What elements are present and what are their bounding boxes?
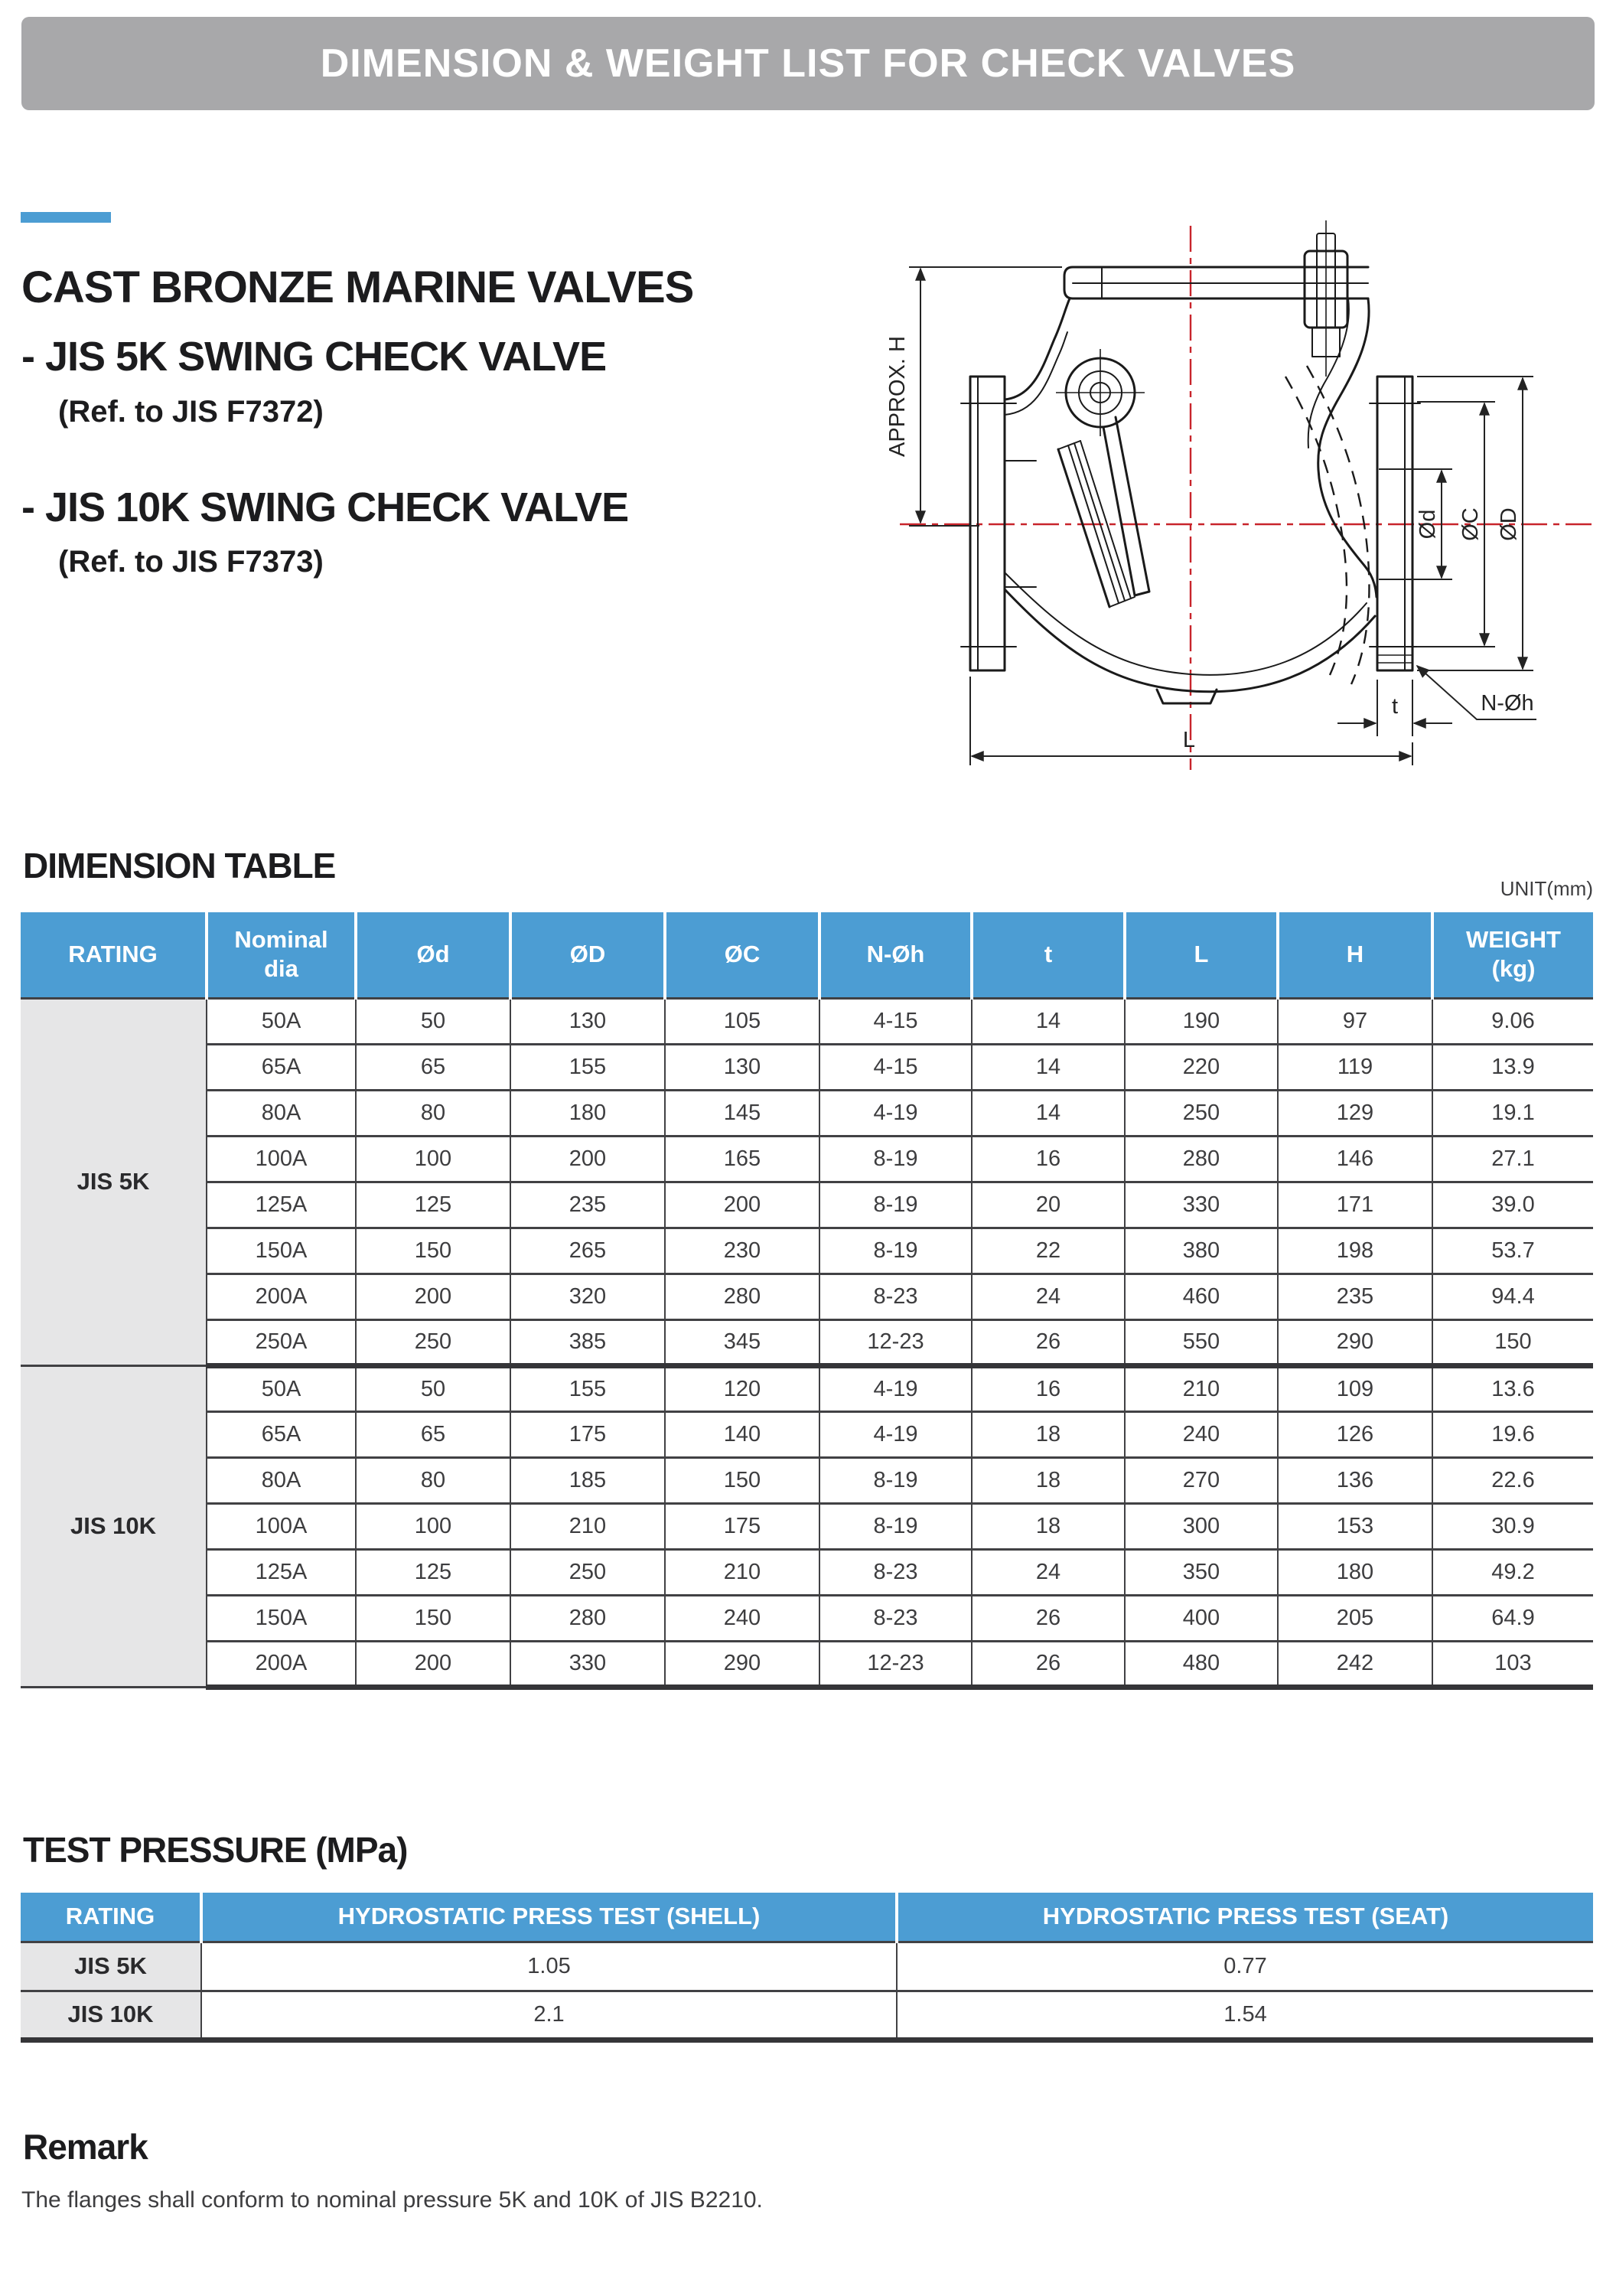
dimension-column-header-9: WEIGHT (kg)	[1432, 912, 1593, 998]
dimension-cell: 210	[665, 1549, 819, 1595]
dimension-cell: 119	[1278, 1044, 1432, 1090]
valve-technical-drawing	[872, 214, 1614, 819]
dimension-cell: 250	[510, 1549, 665, 1595]
dimension-row	[21, 1549, 1593, 1595]
remark-text: The flanges shall conform to nominal pressure 5K and 10K of JIS B2210.	[21, 2187, 763, 2213]
dimension-cell: 125A	[207, 1182, 356, 1228]
dimension-cell: 8-23	[819, 1595, 972, 1641]
dimension-cell: 120	[665, 1365, 819, 1411]
dimension-cell: 198	[1278, 1228, 1432, 1274]
dimension-cell: 210	[510, 1503, 665, 1549]
dimension-cell: 97	[1278, 998, 1432, 1044]
dimension-cell: 4-19	[819, 1365, 972, 1411]
dimension-column-header-3: ØD	[510, 912, 665, 998]
dimension-row	[21, 1411, 1593, 1457]
dimension-cell: 480	[1125, 1641, 1278, 1687]
dimension-cell: 24	[972, 1549, 1125, 1595]
dimension-cell: 4-19	[819, 1090, 972, 1136]
dimension-cell: 155	[510, 1044, 665, 1090]
valve-5k-ref: (Ref. to JIS F7372)	[58, 395, 324, 429]
dimension-column-header-5: N-Øh	[819, 912, 972, 998]
dimension-column-header-1: Nominal dia	[207, 912, 356, 998]
dimension-cell: 125	[356, 1549, 510, 1595]
dimension-cell: 153	[1278, 1503, 1432, 1549]
shell-test-value: 1.05	[201, 1942, 897, 1991]
dimension-cell: 242	[1278, 1641, 1432, 1687]
dimension-cell: 30.9	[1432, 1503, 1593, 1549]
dimension-cell: 80	[356, 1457, 510, 1503]
rating-group-0: JIS 5K	[21, 998, 207, 1365]
test-pressure-row	[21, 1991, 1593, 2040]
intro-heading: CAST BRONZE MARINE VALVES	[21, 263, 694, 312]
dimension-cell: 65A	[207, 1044, 356, 1090]
dimension-cell: 150A	[207, 1595, 356, 1641]
dimension-cell: 150	[356, 1595, 510, 1641]
dimension-cell: 200A	[207, 1274, 356, 1319]
dimension-cell: 165	[665, 1136, 819, 1182]
dimension-row	[21, 1228, 1593, 1274]
unit-label: UNIT(mm)	[1500, 877, 1593, 900]
dimension-cell: 155	[510, 1365, 665, 1411]
dimension-cell: 94.4	[1432, 1274, 1593, 1319]
dimension-cell: 210	[1125, 1365, 1278, 1411]
dimension-cell: 175	[665, 1503, 819, 1549]
bolt-circle-label: ØC	[1458, 507, 1483, 541]
dimension-cell: 26	[972, 1319, 1125, 1365]
dimension-cell: 109	[1278, 1365, 1432, 1411]
dimension-table-heading: DIMENSION TABLE	[23, 846, 336, 885]
dimension-column-header-4: ØC	[665, 912, 819, 998]
dimension-cell: 13.9	[1432, 1044, 1593, 1090]
dimension-cell: 100A	[207, 1503, 356, 1549]
dimension-row	[21, 998, 1593, 1044]
dimension-cell: 345	[665, 1319, 819, 1365]
dimension-cell: 550	[1125, 1319, 1278, 1365]
test-pressure-column-header-0: RATING	[21, 1893, 201, 1942]
dimension-cell: 39.0	[1432, 1182, 1593, 1228]
dimension-cell: 290	[665, 1641, 819, 1687]
dimension-cell: 200A	[207, 1641, 356, 1687]
dimension-cell: 145	[665, 1090, 819, 1136]
dimension-cell: 105	[665, 998, 819, 1044]
dimension-cell: 136	[1278, 1457, 1432, 1503]
dimension-row	[21, 1365, 1593, 1411]
dimension-cell: 146	[1278, 1136, 1432, 1182]
approx-h-label: APPROX. H	[885, 336, 910, 457]
dimension-cell: 180	[510, 1090, 665, 1136]
dimension-row	[21, 1319, 1593, 1365]
dimension-cell: 460	[1125, 1274, 1278, 1319]
dimension-cell: 250	[1125, 1090, 1278, 1136]
valve-10k-ref: (Ref. to JIS F7373)	[58, 545, 324, 579]
dimension-cell: 14	[972, 1090, 1125, 1136]
dimension-cell: 125A	[207, 1549, 356, 1595]
dimension-cell: 100	[356, 1136, 510, 1182]
dimension-cell: 190	[1125, 998, 1278, 1044]
dimension-cell: 53.7	[1432, 1228, 1593, 1274]
test-pressure-header-row	[21, 1893, 1593, 1942]
dimension-row	[21, 1457, 1593, 1503]
bore-diameter-label: Ød	[1416, 509, 1440, 540]
dimension-cell: 50	[356, 998, 510, 1044]
dimension-cell: 8-19	[819, 1228, 972, 1274]
dimension-cell: 8-23	[819, 1274, 972, 1319]
bolt-holes-label: N-Øh	[1481, 691, 1534, 716]
test-pressure-table	[21, 1893, 1593, 2043]
dimension-cell: 8-19	[819, 1136, 972, 1182]
dimension-cell: 300	[1125, 1503, 1278, 1549]
dimension-cell: 26	[972, 1641, 1125, 1687]
dimension-cell: 22.6	[1432, 1457, 1593, 1503]
dimension-cell: 400	[1125, 1595, 1278, 1641]
accent-bar	[21, 212, 111, 223]
dimension-cell: 175	[510, 1411, 665, 1457]
dimension-cell: 220	[1125, 1044, 1278, 1090]
dimension-cell: 19.6	[1432, 1411, 1593, 1457]
dimension-row	[21, 1044, 1593, 1090]
dimension-cell: 150	[356, 1228, 510, 1274]
dimension-row	[21, 1090, 1593, 1136]
dimension-cell: 235	[1278, 1274, 1432, 1319]
dimension-cell: 380	[1125, 1228, 1278, 1274]
dimension-cell: 65	[356, 1411, 510, 1457]
dimension-row	[21, 1503, 1593, 1549]
dimension-cell: 270	[1125, 1457, 1278, 1503]
dimension-column-header-7: L	[1125, 912, 1278, 998]
dimension-cell: 150	[1432, 1319, 1593, 1365]
dimension-cell: 126	[1278, 1411, 1432, 1457]
dimension-cell: 200	[510, 1136, 665, 1182]
dimension-cell: 330	[510, 1641, 665, 1687]
length-label: L	[1182, 728, 1196, 752]
dimension-row	[21, 1136, 1593, 1182]
dimension-cell: 18	[972, 1411, 1125, 1457]
dimension-cell: 350	[1125, 1549, 1278, 1595]
dimension-cell: 125	[356, 1182, 510, 1228]
valve-drawing-svg	[872, 214, 1614, 819]
flange-od-label: ØD	[1497, 507, 1521, 541]
dimension-cell: 4-15	[819, 1044, 972, 1090]
dimension-cell: 50A	[207, 1365, 356, 1411]
dimension-cell: 16	[972, 1136, 1125, 1182]
test-rating-1: JIS 10K	[21, 1991, 201, 2040]
drawing-labels	[885, 336, 1534, 752]
dimension-cell: 50A	[207, 998, 356, 1044]
dimension-cell: 19.1	[1432, 1090, 1593, 1136]
dimension-cell: 20	[972, 1182, 1125, 1228]
page-banner	[21, 17, 1595, 110]
dimension-cell: 8-23	[819, 1549, 972, 1595]
dimension-cell: 385	[510, 1319, 665, 1365]
dimension-cell: 4-15	[819, 998, 972, 1044]
dimension-column-header-8: H	[1278, 912, 1432, 998]
valve-10k-title: - JIS 10K SWING CHECK VALVE	[21, 484, 629, 530]
dimension-cell: 129	[1278, 1090, 1432, 1136]
dimension-cell: 100	[356, 1503, 510, 1549]
dimension-cell: 13.6	[1432, 1365, 1593, 1411]
dimension-cell: 22	[972, 1228, 1125, 1274]
dimension-cell: 65A	[207, 1411, 356, 1457]
dimension-cell: 200	[356, 1274, 510, 1319]
dimension-cell: 290	[1278, 1319, 1432, 1365]
test-pressure-heading: TEST PRESSURE (MPa)	[23, 1830, 408, 1870]
dimension-cell: 24	[972, 1274, 1125, 1319]
dimension-column-header-2: Ød	[356, 912, 510, 998]
dimension-cell: 205	[1278, 1595, 1432, 1641]
banner-title: DIMENSION & WEIGHT LIST FOR CHECK VALVES	[320, 41, 1296, 86]
dimension-cell: 240	[1125, 1411, 1278, 1457]
seat-test-value: 0.77	[897, 1942, 1593, 1991]
remark-heading: Remark	[23, 2127, 148, 2167]
thickness-label: t	[1391, 694, 1399, 719]
dimension-cell: 18	[972, 1503, 1125, 1549]
dimension-cell: 50	[356, 1365, 510, 1411]
dimension-cell: 140	[665, 1411, 819, 1457]
dimension-cell: 100A	[207, 1136, 356, 1182]
dimension-cell: 27.1	[1432, 1136, 1593, 1182]
dimension-cell: 14	[972, 1044, 1125, 1090]
dimension-cell: 250	[356, 1319, 510, 1365]
dimension-cell: 80A	[207, 1090, 356, 1136]
dimension-cell: 103	[1432, 1641, 1593, 1687]
dimension-cell: 130	[510, 998, 665, 1044]
dimension-cell: 26	[972, 1595, 1125, 1641]
dimension-cell: 230	[665, 1228, 819, 1274]
dimension-cell: 130	[665, 1044, 819, 1090]
dimension-header-row	[21, 912, 1593, 998]
dimension-cell: 12-23	[819, 1641, 972, 1687]
dimension-cell: 64.9	[1432, 1595, 1593, 1641]
dimension-cell: 9.06	[1432, 998, 1593, 1044]
dimension-cell: 8-19	[819, 1182, 972, 1228]
dimension-cell: 180	[1278, 1549, 1432, 1595]
dimension-cell: 14	[972, 998, 1125, 1044]
dimension-row	[21, 1641, 1593, 1687]
dimension-cell: 200	[356, 1641, 510, 1687]
test-pressure-column-header-2: HYDROSTATIC PRESS TEST (SEAT)	[897, 1893, 1593, 1942]
dimension-cell: 280	[665, 1274, 819, 1319]
dimension-cell: 80	[356, 1090, 510, 1136]
dimension-cell: 320	[510, 1274, 665, 1319]
dimension-cell: 65	[356, 1044, 510, 1090]
dimension-cell: 240	[665, 1595, 819, 1641]
test-pressure-row	[21, 1942, 1593, 1991]
dimension-cell: 150A	[207, 1228, 356, 1274]
valve-5k-title: - JIS 5K SWING CHECK VALVE	[21, 334, 607, 380]
dimension-cell: 185	[510, 1457, 665, 1503]
dimension-cell: 171	[1278, 1182, 1432, 1228]
seat-test-value: 1.54	[897, 1991, 1593, 2040]
shell-test-value: 2.1	[201, 1991, 897, 2040]
dimension-cell: 8-19	[819, 1503, 972, 1549]
dimension-cell: 16	[972, 1365, 1125, 1411]
dimension-column-header-0: RATING	[21, 912, 207, 998]
test-pressure-column-header-1: HYDROSTATIC PRESS TEST (SHELL)	[201, 1893, 897, 1942]
dimension-cell: 12-23	[819, 1319, 972, 1365]
dimension-cell: 18	[972, 1457, 1125, 1503]
dimension-cell: 150	[665, 1457, 819, 1503]
dimension-cell: 280	[1125, 1136, 1278, 1182]
dimension-cell: 235	[510, 1182, 665, 1228]
dimension-column-header-6: t	[972, 912, 1125, 998]
dimension-row	[21, 1595, 1593, 1641]
dimension-cell: 330	[1125, 1182, 1278, 1228]
dimension-cell: 280	[510, 1595, 665, 1641]
dimension-cell: 200	[665, 1182, 819, 1228]
dimension-cell: 250A	[207, 1319, 356, 1365]
dimension-cell: 4-19	[819, 1411, 972, 1457]
rating-group-1: JIS 10K	[21, 1365, 207, 1687]
dimension-cell: 80A	[207, 1457, 356, 1503]
dimension-cell: 49.2	[1432, 1549, 1593, 1595]
dimension-row	[21, 1182, 1593, 1228]
dimension-cell: 8-19	[819, 1457, 972, 1503]
test-rating-0: JIS 5K	[21, 1942, 201, 1991]
dimension-table	[21, 912, 1593, 1690]
dimension-row	[21, 1274, 1593, 1319]
dimension-cell: 265	[510, 1228, 665, 1274]
